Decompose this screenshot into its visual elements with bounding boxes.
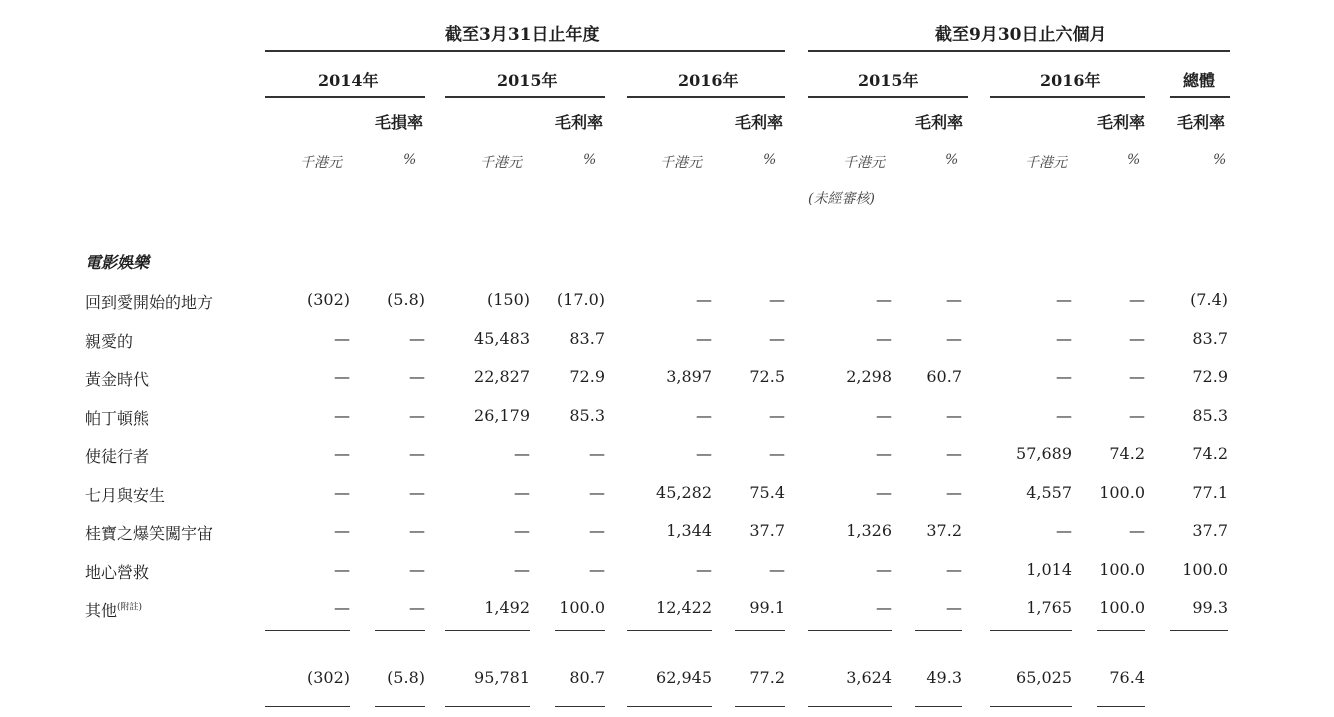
row-label: 親愛的 bbox=[85, 331, 134, 351]
table-cell: — bbox=[589, 482, 605, 502]
unit-hkd-2015-6m: 千港元 bbox=[843, 155, 885, 171]
table-cell: 12,422 bbox=[656, 598, 712, 617]
row-label: 地心營救 bbox=[85, 562, 150, 582]
gross-margin-header-2015: 毛利率 bbox=[555, 113, 604, 132]
table-cell: — bbox=[409, 444, 425, 463]
row-label: 桂寶之爆笑闖宇宙 bbox=[85, 524, 214, 543]
table-cell: — bbox=[769, 405, 785, 425]
total-cell: 76.4 bbox=[1109, 668, 1145, 687]
table-cell: — bbox=[1129, 290, 1145, 309]
subtotal-rule bbox=[1170, 630, 1228, 631]
row-label: 使徒行者 bbox=[85, 447, 150, 466]
rule-year-2016-6m bbox=[990, 96, 1145, 98]
table-cell: — bbox=[334, 328, 350, 348]
total-rule bbox=[265, 706, 350, 707]
unit-pct-2016: % bbox=[763, 152, 777, 168]
table-cell: 100.0 bbox=[559, 598, 605, 617]
table-cell: 57,689 bbox=[1016, 444, 1072, 463]
table-cell: 3,897 bbox=[666, 367, 712, 386]
table-cell: 37.7 bbox=[1192, 521, 1228, 540]
table-cell: 37.7 bbox=[749, 521, 785, 540]
unit-hkd-2016-6m: 千港元 bbox=[1025, 155, 1067, 171]
rule-year-overall bbox=[1170, 96, 1230, 98]
row-label: 黃金時代 bbox=[85, 370, 150, 389]
unaudited-note: (未經審核) bbox=[808, 191, 875, 207]
table-cell: — bbox=[946, 444, 962, 463]
table-cell: — bbox=[1129, 521, 1145, 540]
rule-year-2015-fy bbox=[445, 96, 605, 98]
subtotal-rule bbox=[990, 630, 1072, 631]
table-cell: — bbox=[946, 328, 962, 348]
total-rule bbox=[1097, 706, 1145, 707]
year-2015-fy: 2015年 bbox=[497, 71, 558, 90]
rule-year-2014 bbox=[265, 96, 425, 98]
table-cell: — bbox=[334, 444, 350, 463]
table-cell: — bbox=[769, 444, 785, 463]
table-cell: 2,298 bbox=[846, 367, 892, 386]
table-cell: — bbox=[409, 328, 425, 348]
table-cell: — bbox=[946, 405, 962, 425]
table-cell: — bbox=[1056, 328, 1072, 348]
total-rule bbox=[990, 706, 1072, 707]
table-cell: — bbox=[1129, 367, 1145, 386]
table-cell: 1,326 bbox=[846, 521, 892, 540]
row-label: 回到愛開始的地方 bbox=[85, 293, 214, 312]
total-rule bbox=[555, 706, 605, 707]
total-cell: 80.7 bbox=[569, 668, 605, 687]
period-header-fy: 截至3月31日止年度 bbox=[445, 25, 600, 45]
table-cell: — bbox=[409, 367, 425, 386]
table-cell: 77.1 bbox=[1192, 482, 1228, 502]
table-cell: 1,765 bbox=[1026, 598, 1072, 617]
table-cell: — bbox=[946, 482, 962, 502]
row-note: (附註) bbox=[117, 602, 143, 613]
table-cell: — bbox=[589, 559, 605, 579]
table-cell: — bbox=[514, 444, 530, 463]
subtotal-rule bbox=[265, 630, 350, 631]
table-cell: — bbox=[514, 482, 530, 502]
year-2014: 2014年 bbox=[318, 71, 379, 90]
table-cell: — bbox=[946, 290, 962, 309]
table-cell: — bbox=[334, 559, 350, 579]
table-cell: 22,827 bbox=[474, 367, 530, 386]
table-cell: — bbox=[769, 290, 785, 309]
table-cell: 1,014 bbox=[1026, 559, 1072, 579]
subtotal-rule bbox=[627, 630, 712, 631]
unit-pct-2015-6m: % bbox=[945, 152, 959, 168]
total-cell: 62,945 bbox=[656, 668, 712, 687]
gross-loss-header-2014: 毛損率 bbox=[375, 113, 424, 132]
table-cell: — bbox=[334, 521, 350, 540]
table-cell: — bbox=[876, 405, 892, 425]
table-cell: 37.2 bbox=[926, 521, 962, 540]
year-2015-6m: 2015年 bbox=[858, 71, 919, 90]
table-cell: — bbox=[589, 444, 605, 463]
gross-margin-header-overall: 毛利率 bbox=[1177, 113, 1226, 132]
unit-pct-overall: % bbox=[1213, 152, 1227, 168]
total-cell: 49.3 bbox=[926, 668, 962, 687]
table-cell: — bbox=[1056, 367, 1072, 386]
table-cell: — bbox=[696, 290, 712, 309]
total-cell: (302) bbox=[306, 668, 350, 687]
table-cell: 83.7 bbox=[1192, 328, 1228, 348]
table-cell: — bbox=[946, 598, 962, 617]
table-cell: — bbox=[876, 444, 892, 463]
table-cell: — bbox=[334, 598, 350, 617]
unit-pct-2014: % bbox=[403, 152, 417, 168]
subtotal-rule bbox=[555, 630, 605, 631]
total-cell: 3,624 bbox=[846, 668, 892, 687]
rule-6m bbox=[808, 50, 1230, 52]
table-cell: — bbox=[1129, 328, 1145, 348]
row-label: 其他$^{(附註)}$ bbox=[85, 601, 143, 620]
table-cell: 85.3 bbox=[1192, 405, 1228, 425]
total-cell: 95,781 bbox=[474, 668, 530, 687]
table-cell: 100.0 bbox=[1099, 559, 1145, 579]
table-cell: — bbox=[409, 559, 425, 579]
unit-hkd-2015: 千港元 bbox=[480, 155, 522, 171]
unit-pct-2015: % bbox=[583, 152, 597, 168]
gross-margin-header-2015-6m: 毛利率 bbox=[915, 113, 964, 132]
gross-margin-header-2016: 毛利率 bbox=[735, 113, 784, 132]
table-cell: 72.9 bbox=[1192, 367, 1228, 386]
subtotal-rule bbox=[375, 630, 425, 631]
table-cell: 100.0 bbox=[1182, 559, 1228, 579]
table-cell: — bbox=[696, 559, 712, 579]
total-rule bbox=[375, 706, 425, 707]
table-cell: 26,179 bbox=[474, 405, 530, 425]
unit-hkd-2016: 千港元 bbox=[660, 155, 702, 171]
table-cell: 45,282 bbox=[656, 482, 712, 502]
subtotal-rule bbox=[1097, 630, 1145, 631]
table-cell: — bbox=[1056, 405, 1072, 425]
table-cell: 99.3 bbox=[1192, 598, 1228, 617]
table-cell: (7.4) bbox=[1190, 290, 1228, 309]
table-cell: 45,483 bbox=[474, 328, 530, 348]
subtotal-rule bbox=[808, 630, 892, 631]
table-cell: — bbox=[409, 598, 425, 617]
table-cell: — bbox=[876, 559, 892, 579]
table-cell: (17.0) bbox=[556, 290, 605, 309]
table-cell: 83.7 bbox=[569, 328, 605, 348]
table-cell: — bbox=[514, 521, 530, 540]
unit-pct-2016-6m: % bbox=[1127, 152, 1141, 168]
table-cell: — bbox=[876, 290, 892, 309]
table-cell: (150) bbox=[486, 290, 530, 309]
row-label: 七月與安生 bbox=[85, 485, 166, 505]
table-cell: — bbox=[1056, 521, 1072, 540]
table-cell: — bbox=[334, 482, 350, 502]
rule-year-2016-fy bbox=[627, 96, 785, 98]
table-cell: 74.2 bbox=[1109, 444, 1145, 463]
table-cell: 4,557 bbox=[1026, 482, 1072, 502]
table-cell: — bbox=[1129, 405, 1145, 425]
total-rule bbox=[808, 706, 892, 707]
table-cell: 75.4 bbox=[749, 482, 785, 502]
row-label: 帕丁頓熊 bbox=[85, 408, 150, 428]
table-cell: (302) bbox=[306, 290, 350, 309]
year-2016-6m: 2016年 bbox=[1040, 71, 1101, 90]
table-cell: — bbox=[769, 559, 785, 579]
table-cell: — bbox=[696, 444, 712, 463]
table-cell: 100.0 bbox=[1099, 598, 1145, 617]
table-cell: — bbox=[876, 328, 892, 348]
table-cell: 1,344 bbox=[666, 521, 712, 540]
total-rule bbox=[445, 706, 530, 707]
table-cell: — bbox=[946, 559, 962, 579]
rule-year-2015-6m bbox=[808, 96, 968, 98]
table-cell: — bbox=[334, 405, 350, 425]
table-cell: — bbox=[769, 328, 785, 348]
total-rule bbox=[627, 706, 712, 707]
table-cell: — bbox=[1056, 290, 1072, 309]
table-cell: — bbox=[334, 367, 350, 386]
table-cell: — bbox=[696, 405, 712, 425]
table-cell: — bbox=[876, 598, 892, 617]
table-cell: 99.1 bbox=[749, 598, 785, 617]
unit-hkd-2014: 千港元 bbox=[300, 155, 342, 171]
table-cell: 85.3 bbox=[569, 405, 605, 425]
gross-margin-header-2016-6m: 毛利率 bbox=[1097, 113, 1146, 132]
table-cell: — bbox=[514, 559, 530, 579]
total-rule bbox=[915, 706, 962, 707]
table-cell: — bbox=[696, 328, 712, 348]
table-cell: — bbox=[589, 521, 605, 540]
table-cell: 74.2 bbox=[1192, 444, 1228, 463]
table-cell: 60.7 bbox=[926, 367, 962, 386]
total-cell: (5.8) bbox=[387, 668, 425, 687]
subtotal-rule bbox=[445, 630, 530, 631]
total-cell: 77.2 bbox=[749, 668, 785, 687]
subtotal-rule bbox=[735, 630, 785, 631]
table-cell: 72.5 bbox=[749, 367, 785, 386]
period-header-6m: 截至9月30日止六個月 bbox=[935, 25, 1107, 45]
table-cell: — bbox=[409, 521, 425, 540]
total-cell: 65,025 bbox=[1016, 668, 1072, 687]
table-cell: 72.9 bbox=[569, 367, 605, 386]
table-cell: — bbox=[409, 405, 425, 425]
table-cell: 1,492 bbox=[484, 598, 530, 617]
year-2016-fy: 2016年 bbox=[678, 71, 739, 90]
total-rule bbox=[735, 706, 785, 707]
table-cell: 100.0 bbox=[1099, 482, 1145, 502]
subtotal-rule bbox=[915, 630, 962, 631]
rule-fy bbox=[265, 50, 785, 52]
table-cell: (5.8) bbox=[387, 290, 425, 309]
year-overall: 總體 bbox=[1183, 71, 1216, 90]
section-title: 電影娛樂 bbox=[85, 253, 150, 272]
table-cell: — bbox=[876, 482, 892, 502]
table-cell: — bbox=[409, 482, 425, 502]
